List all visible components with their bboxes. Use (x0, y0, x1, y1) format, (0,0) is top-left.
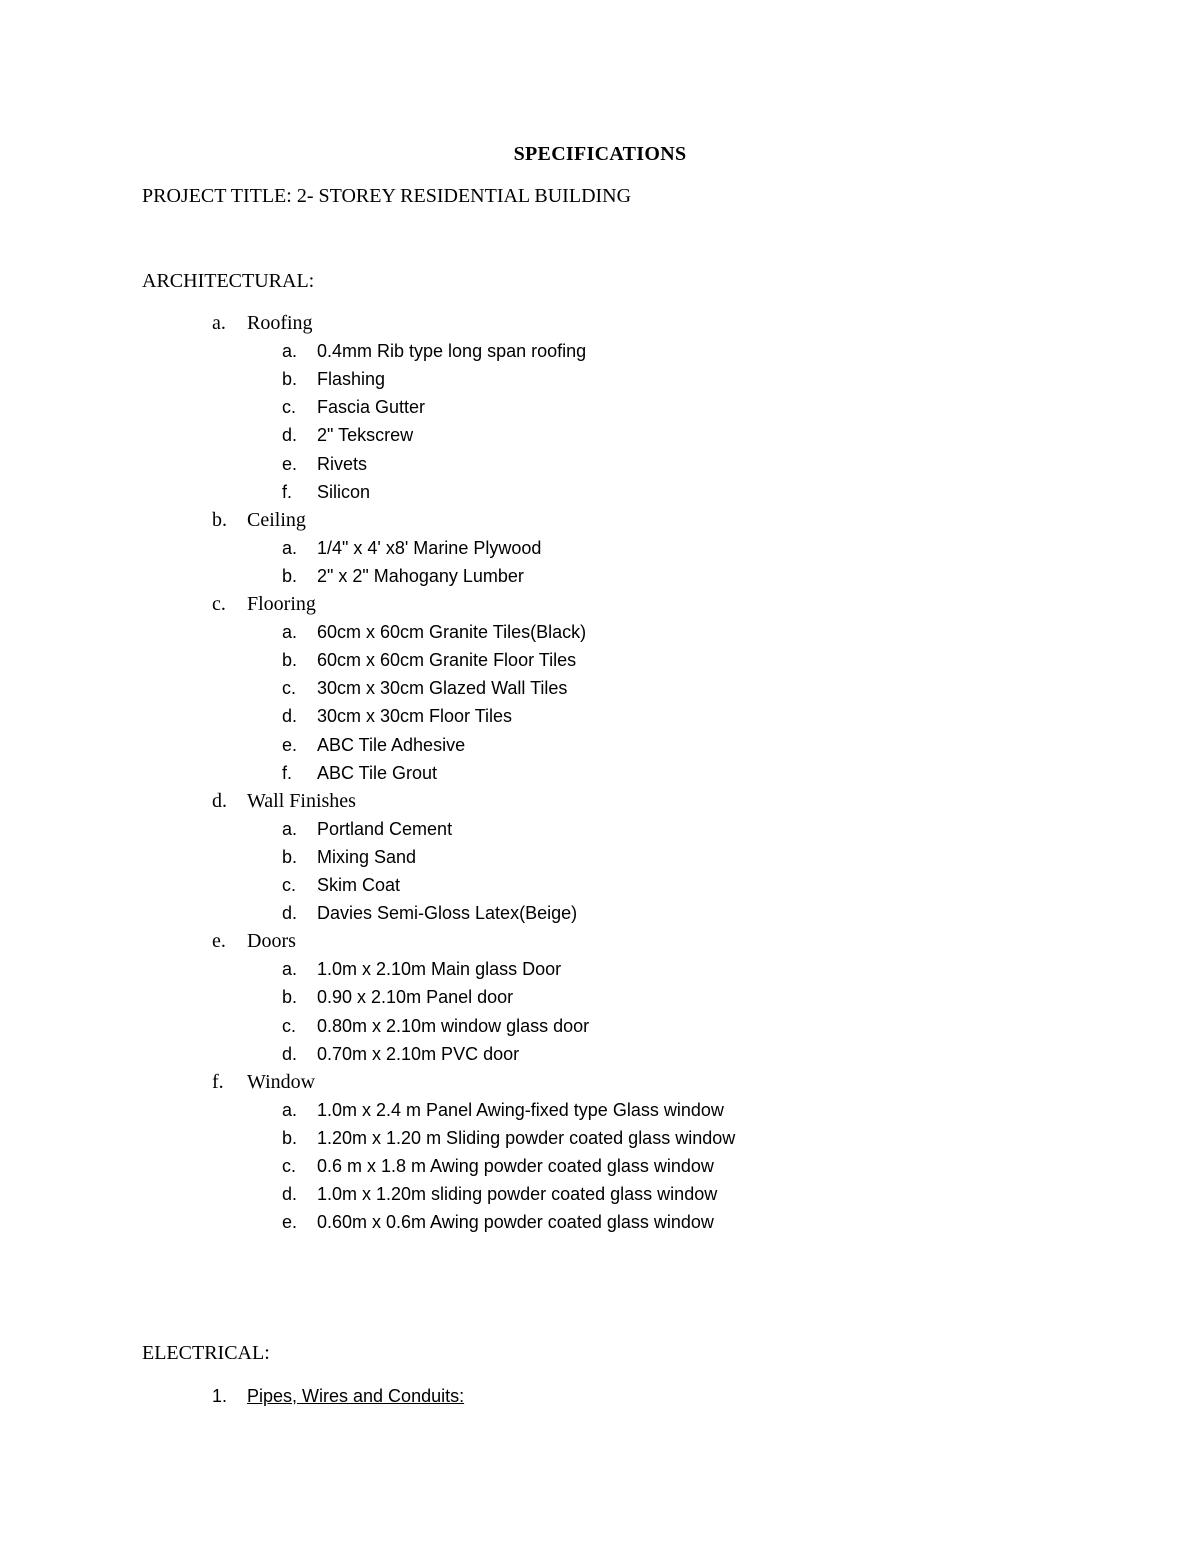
spec-item-text: 0.70m x 2.10m PVC door (317, 1044, 520, 1064)
spec-item (0, 480, 1200, 508)
spec-item-text: 0.60m x 0.6m Awing powder coated glass window (317, 1212, 714, 1232)
spec-item (0, 648, 1200, 676)
spec-item-text: 0.4mm Rib type long span roofing (317, 341, 587, 361)
spec-item-marker: a. (282, 341, 298, 361)
document-title: SPECIFICATIONS (513, 143, 687, 165)
section-marker: d. (212, 790, 227, 812)
electrical-section-label: Pipes, Wires and Conduits: (247, 1386, 465, 1406)
spec-item-text: 1.0m x 1.20m sliding powder coated glass window (317, 1184, 718, 1204)
spec-item-marker: a. (282, 622, 298, 642)
spec-item-text: 0.90 x 2.10m Panel door (317, 987, 514, 1007)
spec-item (0, 733, 1200, 761)
spec-item-marker: e. (282, 454, 298, 474)
architectural-section-wall-finishes (0, 789, 1200, 817)
spec-item (0, 957, 1200, 985)
spec-item (0, 1210, 1200, 1238)
spec-item-marker: c. (282, 397, 297, 417)
spec-item-text: 1.20m x 1.20 m Sliding powder coated glass window (317, 1128, 736, 1148)
section-marker: c. (212, 593, 226, 615)
spec-item (0, 1126, 1200, 1154)
spec-item-marker: c. (282, 1156, 297, 1176)
spec-item-marker: b. (282, 650, 298, 670)
spec-item (0, 704, 1200, 732)
spec-item-marker: a. (282, 1100, 298, 1120)
spec-item-marker: a. (282, 959, 298, 979)
spec-item-text: Skim Coat (317, 875, 401, 895)
spec-item (0, 845, 1200, 873)
architectural-heading: ARCHITECTURAL: (142, 270, 315, 292)
spec-item-marker: f. (282, 482, 293, 502)
section-label: Window (247, 1071, 316, 1093)
spec-item-text: 2" x 2" Mahogany Lumber (317, 566, 524, 586)
section-marker: a. (212, 312, 226, 334)
spec-item-text: 1.0m x 2.4 m Panel Awing-fixed type Glass window (317, 1100, 724, 1120)
spec-item (0, 901, 1200, 929)
spec-item (0, 817, 1200, 845)
architectural-section-flooring (0, 592, 1200, 620)
architectural-section-doors (0, 929, 1200, 957)
spec-item (0, 1014, 1200, 1042)
spec-item-text: 1/4" x 4' x8' Marine Plywood (317, 538, 542, 558)
spec-item (0, 620, 1200, 648)
spec-item-marker: d. (282, 425, 298, 445)
spec-item (0, 395, 1200, 423)
spec-item-text: Silicon (317, 482, 371, 502)
spec-item (0, 873, 1200, 901)
spec-item-text: Rivets (317, 454, 368, 474)
spec-item (0, 1182, 1200, 1210)
spec-item-text: 0.6 m x 1.8 m Awing powder coated glass window (317, 1156, 714, 1176)
spec-item-marker: e. (282, 735, 298, 755)
architectural-section-window (0, 1070, 1200, 1098)
spec-item-text: 1.0m x 2.10m Main glass Door (317, 959, 562, 979)
spec-item-marker: d. (282, 903, 298, 923)
electrical-section-pipes-wires-conduits (0, 1384, 1200, 1412)
spec-item-marker: d. (282, 1044, 298, 1064)
spec-item-text: 30cm x 30cm Glazed Wall Tiles (317, 678, 568, 698)
spec-item-marker: b. (282, 1128, 298, 1148)
spec-item-text: 0.80m x 2.10m window glass door (317, 1016, 590, 1036)
spec-item (0, 339, 1200, 367)
spec-item (0, 1042, 1200, 1070)
electrical-section-marker: 1. (212, 1386, 228, 1406)
spec-item-marker: e. (282, 1212, 298, 1232)
section-marker: e. (212, 930, 226, 952)
spec-item (0, 761, 1200, 789)
electrical-heading: ELECTRICAL: (142, 1342, 270, 1364)
spec-item-text: Davies Semi-Gloss Latex(Beige) (317, 903, 578, 923)
section-label: Flooring (247, 593, 316, 615)
section-label: Wall Finishes (247, 790, 356, 812)
architectural-section-roofing (0, 311, 1200, 339)
spec-item-text: ABC Tile Grout (317, 763, 438, 783)
spec-item-marker: b. (282, 987, 298, 1007)
spec-item-marker: b. (282, 847, 298, 867)
spec-item-marker: b. (282, 566, 298, 586)
spec-item-text: 60cm x 60cm Granite Tiles(Black) (317, 622, 587, 642)
spec-item-text: 2" Tekscrew (317, 425, 414, 445)
spec-item (0, 676, 1200, 704)
spec-item (0, 367, 1200, 395)
spec-item-marker: b. (282, 369, 298, 389)
spec-item-text: Flashing (317, 369, 386, 389)
spec-item-text: 60cm x 60cm Granite Floor Tiles (317, 650, 577, 670)
spec-item-marker: c. (282, 1016, 297, 1036)
spec-item (0, 1098, 1200, 1126)
spec-item-marker: d. (282, 1184, 298, 1204)
spec-item-text: Mixing Sand (317, 847, 417, 867)
spec-item (0, 1154, 1200, 1182)
spec-item-marker: a. (282, 819, 298, 839)
spec-item (0, 452, 1200, 480)
spec-item-marker: c. (282, 678, 297, 698)
architectural-section-ceiling (0, 508, 1200, 536)
spec-item-marker: f. (282, 763, 293, 783)
spec-item-marker: a. (282, 538, 298, 558)
spec-item (0, 423, 1200, 451)
spec-item-text: 30cm x 30cm Floor Tiles (317, 706, 513, 726)
section-marker: b. (212, 509, 227, 531)
spec-item-text: Portland Cement (317, 819, 453, 839)
section-label: Roofing (247, 312, 313, 334)
spec-item (0, 536, 1200, 564)
spec-item-text: Fascia Gutter (317, 397, 426, 417)
spec-item-text: ABC Tile Adhesive (317, 735, 466, 755)
spec-item-marker: c. (282, 875, 297, 895)
section-label: Ceiling (247, 509, 306, 531)
spec-item (0, 564, 1200, 592)
spec-item (0, 985, 1200, 1013)
project-title: PROJECT TITLE: 2- STOREY RESIDENTIAL BUILDING (142, 185, 632, 207)
spec-item-marker: d. (282, 706, 298, 726)
section-marker: f. (212, 1071, 224, 1093)
section-label: Doors (247, 930, 296, 952)
